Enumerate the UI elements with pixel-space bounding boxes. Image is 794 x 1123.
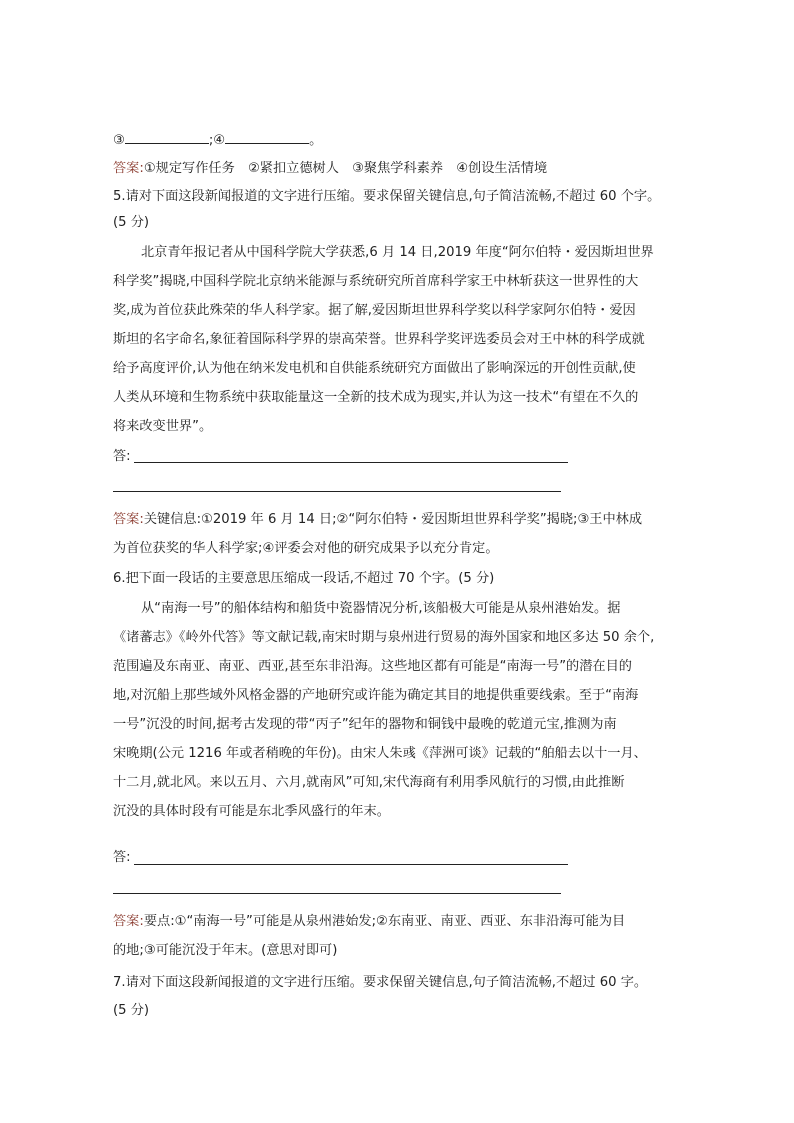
q6-passage-line: 《诸蕃志》《岭外代答》等文献记载,南宋时期与泉州进行贸易的海外国家和地区多达 50 余个, — [113, 630, 655, 645]
q5-passage-line: 将来改变世界”。 — [113, 419, 213, 434]
q5-answer-continued: 为首位获奖的华人科学家;④评委会对他的研究成果予以充分肯定。 — [113, 541, 499, 556]
blank-number-3: ③ — [113, 133, 125, 148]
q6-answer — [113, 912, 625, 932]
q5-answer-text: 关键信息:①2019 年 6 月 14 日;②“阿尔伯特・爱因斯坦世界科学奖”揭晓;③王中林成 — [143, 512, 643, 527]
q6-passage-line: 沉没的具体时段有可能是东北季风盛行的年末。 — [113, 804, 390, 819]
q5-answer-line-2[interactable] — [113, 491, 561, 492]
q6-passage-line: 宋晚期(公元 1216 年或者稍晚的年份)。由宋人朱彧《萍洲可谈》记载的“舶船去以十一月、 — [113, 746, 647, 761]
q6-passage-line: 从“南海一号”的船体结构和船货中瓷器情况分析,该船极大可能是从泉州港始发。据 — [141, 601, 621, 616]
q5-passage-line: 北京青年报记者从中国科学院大学获悉,6 月 14 日,2019 年度“阿尔伯特・爱因斯坦世界 — [141, 245, 654, 260]
q4-answer-text: ①规定写作任务 ②紧扣立德树人 ③聚焦学科素养 ④创设生活情境 — [143, 161, 548, 176]
answer-blank-4[interactable] — [225, 143, 309, 144]
q6-prompt: 6.把下面一段话的主要意思压缩成一段话,不超过 70 个字。(5 分) — [113, 571, 495, 586]
q5-passage-line: 科学奖”揭晓,中国科学院北京纳米能源与系统研究所首席科学家王中林斩获这一世界性的大 — [113, 274, 639, 289]
q6-answer-line-2[interactable] — [113, 893, 561, 894]
q5-answer-prompt: 答: — [113, 449, 131, 464]
q6-passage-line: 一号”沉没的时间,据考古发现的带“丙子”纪年的器物和铜钱中最晚的乾道元宝,推测为南 — [113, 717, 617, 732]
q6-passage-line: 范围遍及东南亚、南亚、西亚,甚至东非沿海。这些地区都有可能是“南海一号”的潜在目的 — [113, 659, 632, 674]
q6-answer-prompt: 答: — [113, 850, 131, 865]
q5-prompt-line-2: (5 分) — [113, 215, 150, 230]
answer-label: 答案: — [113, 512, 144, 527]
q5-answer-line-1[interactable] — [134, 462, 568, 463]
q6-answer-continued: 的地;③可能沉没于年末。(意思对即可) — [113, 943, 338, 958]
answer-label: 答案: — [113, 161, 144, 176]
q6-passage-line: 十二月,就北风。来以五月、六月,就南风”可知,宋代海商有利用季风航行的习惯,由此推断 — [113, 775, 625, 790]
q5-passage-line: 奖,成为首位获此殊荣的华人科学家。据了解,爱因斯坦世界科学奖以科学家阿尔伯特・爱因 — [113, 303, 636, 318]
q6-passage-line: 地,对沉船上那些域外风格金器的产地研究或许能为确定其目的地提供重要线索。至于“南海 — [113, 688, 639, 703]
q5-prompt-line-1: 5.请对下面这段新闻报道的文字进行压缩。要求保留关键信息,句子简洁流畅,不超过 60 个字。 — [113, 189, 661, 204]
q5-answer — [113, 510, 642, 530]
q5-passage-line: 斯坦的名字命名,象征着国际科学界的崇高荣誉。世界科学奖评选委员会对王中林的科学成就 — [113, 332, 645, 347]
q5-passage-line: 人类从环境和生物系统中获取能量这一全新的技术成为现实,并认为这一技术“有望在不久的 — [113, 390, 639, 405]
q5-passage-line: 给予高度评价,认为他在纳米发电机和自供能系统研究方面做出了影响深远的开创性贡献,使 — [113, 361, 636, 376]
q7-prompt-line-2: (5 分) — [113, 1003, 150, 1018]
q4-answer — [113, 159, 547, 179]
blank-separator: ; — [208, 133, 214, 148]
q7-prompt-line-1: 7.请对下面这段新闻报道的文字进行压缩。要求保留关键信息,句子简洁流畅,不超过 60 字。 — [113, 975, 648, 990]
line-end-mark: 。 — [309, 133, 323, 148]
q6-answer-line-1[interactable] — [134, 864, 568, 865]
q6-answer-text: 要点:①“南海一号”可能是从泉州港始发;②东南亚、南亚、西亚、东非沿海可能为目 — [143, 914, 626, 929]
answer-blank-3[interactable] — [125, 143, 209, 144]
blank-number-4: ④ — [213, 133, 226, 148]
q4-blanks-line — [113, 131, 322, 151]
answer-label: 答案: — [113, 914, 144, 929]
